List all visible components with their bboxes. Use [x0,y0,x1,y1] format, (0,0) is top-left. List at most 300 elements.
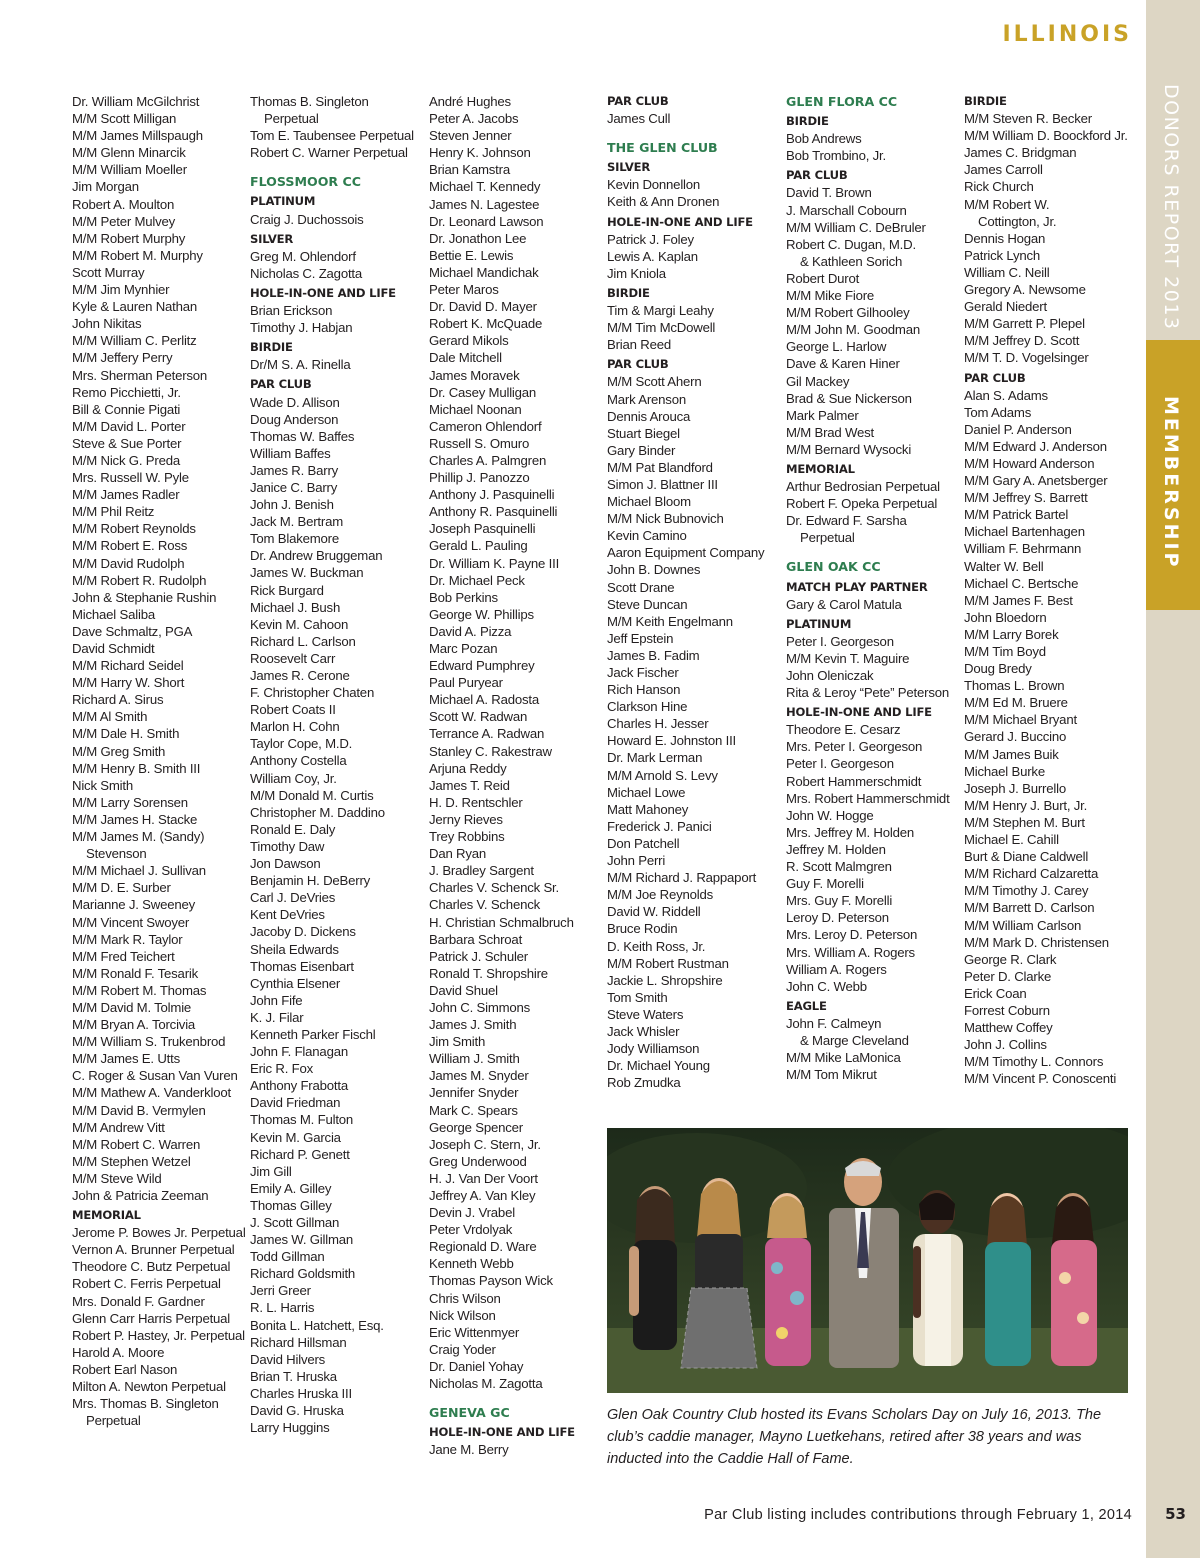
donor-name: M/M Richard J. Rappaport [607,870,757,886]
donor-name: Brian Kamstra [429,162,510,178]
donor-name: M/M Patrick Bartel [964,507,1069,523]
donor-name: M/M Robert Murphy [72,230,186,246]
donor-name: M/M Donald M. Curtis [250,787,374,803]
donor-name: Dr. Michael Peck [429,572,525,588]
donor-name: J. Marschall Cobourn [786,202,907,218]
donor-name: M/M T. D. Vogelsinger [964,350,1089,366]
donor-name: Greg Underwood [429,1153,527,1169]
donor-name: M/M Richard Calzaretta [964,866,1099,882]
club-heading: GENEVA GC [429,1405,510,1421]
donor-name: Perpetual [86,1413,141,1429]
donor-name: Jerny Rieves [429,811,503,827]
donor-name: Gerald Niedert [964,299,1047,315]
donor-name: M/M Greg Smith [72,743,166,759]
donor-name: Robert Coats II [250,702,336,718]
section-tab [1146,340,1200,610]
donor-name: Bill & Connie Pigati [72,401,181,417]
donor-name: M/M Barrett D. Carlson [964,900,1095,916]
donor-name: M/M David Rudolph [72,555,185,571]
donor-name: Dr. Casey Mulligan [429,384,537,400]
donor-name: Thomas M. Fulton [250,1112,354,1128]
donor-name: Nick Wilson [429,1307,496,1323]
donor-name: Thomas L. Brown [964,678,1065,694]
donor-name: Erick Coan [964,985,1027,1001]
donor-name: Richard P. Genett [250,1146,350,1162]
donor-name: Robert C. Dugan, M.D. [786,236,916,252]
donor-name: Russell S. Omuro [429,435,530,451]
donor-name: George L. Harlow [786,339,887,355]
donor-name: Cameron Ohlendorf [429,418,542,434]
donor-name: John F. Flanagan [250,1044,348,1060]
donor-name: James C. Bridgman [964,145,1077,161]
donor-name: Kevin M. Cahoon [250,616,349,632]
donor-name: M/M Tim Boyd [964,644,1046,659]
person-7 [1051,1193,1097,1366]
donor-name: H. D. Rentschler [429,794,523,810]
donor-name: Paul Puryear [429,675,503,691]
donor-name: Peter I. Georgeson [786,756,894,772]
donor-name: Kevin Camino [607,528,687,544]
donor-name: Marianne J. Sweeney [72,897,196,913]
donor-name: Milton A. Newton Perpetual [72,1379,226,1395]
donor-name: Mrs. Thomas B. Singleton [72,1396,219,1412]
tier-heading: SILVER [250,231,294,246]
donor-name: Michael E. Cahill [964,832,1059,848]
donor-name: Jack Fischer [607,665,679,680]
donor-name: Tim & Margi Leahy [607,303,714,319]
donor-name: M/M Stephen M. Burt [964,814,1085,830]
donor-name: Larry Huggins [250,1420,330,1436]
donor-name: Gerard Mikols [429,333,509,349]
donor-name: Peter D. Clarke [964,968,1052,984]
donor-name: M/M Edward J. Anderson [964,438,1107,454]
donor-name: M/M William S. Trukenbrod [72,1034,226,1050]
donor-name: Jerri Greer [250,1283,311,1299]
donor-name: Richard Hillsman [250,1334,347,1350]
donor-name: Steven Jenner [429,128,512,144]
donor-name: Gil Mackey [786,373,850,389]
donor-name: M/M Larry Borek [964,626,1059,642]
donor-name: Mark C. Spears [429,1102,518,1118]
donor-name: M/M Mark R. Taylor [72,931,183,947]
donor-name: Dr. Edward F. Sarsha [786,513,907,529]
donor-name: H. Christian Schmalbruch [429,914,574,930]
donor-name: Trey Robbins [429,829,505,845]
donor-name: Janice C. Barry [250,479,338,495]
donor-name: M/M William C. Perlitz [72,333,197,349]
donor-name: Charles A. Palmgren [429,452,547,468]
donor-name: Vernon A. Brunner Perpetual [72,1242,235,1258]
donor-name: Perpetual [800,530,855,546]
donor-name: Richard Goldsmith [250,1266,356,1282]
donor-name: Phillip J. Panozzo [429,470,530,486]
donor-name: Dr. Mark Lerman [607,750,703,766]
donor-name: M/M Fred Teichert [72,948,175,964]
donor-name: Scott Drane [607,579,675,595]
donor-name: Rick Burgard [250,582,324,598]
tier-heading: SILVER [607,160,651,175]
donor-name: M/M Vincent P. Conoscenti [964,1071,1117,1087]
donor-name: James R. Barry [250,462,339,478]
donor-name: Ronald T. Shropshire [429,965,548,981]
donor-name: M/M Nick Bubnovich [607,511,724,527]
tier-heading: EAGLE [786,998,827,1013]
tier-heading: BIRDIE [964,94,1007,108]
photo-caption: Glen Oak Country Club hosted its Evans Scholars Day on July 16, 2013. The club’s caddie manager, Mayno Luetkehans, retired after 38 years and was inducted into the Caddie Hall of Fame. [607,1407,1102,1467]
donor-name: Howard E. Johnston III [607,733,737,749]
tier-heading: BIRDIE [250,340,293,355]
donor-name: Nick Smith [72,777,134,793]
donor-name: Brad & Sue Nickerson [786,390,912,406]
donor-name: M/M John M. Goodman [786,322,920,338]
tier-heading: HOLE-IN-ONE AND LIFE [429,1425,575,1440]
donor-name: M/M Timothy L. Connors [964,1054,1104,1070]
donor-name: M/M Brad West [786,424,875,440]
donor-name: M/M Robert M. Murphy [72,247,203,263]
donor-column-6 [964,93,1136,1087]
donor-name: M/M Pat Blandford [607,459,713,475]
donor-name: Regionald D. Ware [429,1239,537,1255]
donor-name: Matthew Coffey [964,1020,1053,1036]
donor-name: M/M James E. Utts [72,1051,180,1067]
donor-name: Patrick J. Schuler [429,948,529,964]
club-heading: GLEN FLORA CC [786,94,898,109]
donor-name: Barbara Schroat [429,931,523,947]
donor-name: Dennis Arouca [607,408,691,424]
donor-name: Chris Wilson [429,1290,501,1306]
donor-name: M/M James Buik [964,746,1059,762]
donor-name: Dr. Jonathon Lee [429,230,527,246]
donor-name: Arthur Bedrosian Perpetual [786,479,940,495]
donor-name: Michael Noonan [429,401,522,417]
donor-name: John J. Collins [964,1037,1047,1053]
donor-name: David W. Riddell [607,904,701,920]
donor-name: John Bloedorn [964,609,1047,625]
donor-name: M/M James F. Best [964,592,1073,608]
donor-name: R. Scott Malmgren [786,859,892,875]
donor-name: Anthony Costella [250,753,347,769]
donor-name: M/M Henry B. Smith III [72,760,201,776]
donor-name: Forrest Coburn [964,1002,1050,1018]
club-heading: THE GLEN CLUB [607,140,718,156]
donor-name: James W. Buckman [250,565,364,581]
donor-name: John & Stephanie Rushin [72,589,217,605]
donor-name: James W. Gillman [250,1232,354,1248]
donor-name: M/M William Moeller [72,162,187,178]
page-number: 53 [1165,1505,1186,1523]
donor-name: George R. Clark [964,951,1057,967]
donor-name: M/M William Carlson [964,917,1082,933]
donor-name: Charles Hruska III [250,1385,352,1401]
person-3 [765,1193,811,1366]
donor-name: Robert A. Moulton [72,196,175,212]
donor-name: J. Scott Gillman [250,1215,340,1230]
donor-name: Guy F. Morelli [786,876,864,892]
donor-name: M/M Joe Reynolds [607,887,714,903]
donor-name: M/M Larry Sorensen [72,794,188,810]
donor-name: Jerome P. Bowes Jr. Perpetual [72,1225,246,1241]
donor-name: Daniel P. Anderson [964,421,1072,437]
donor-name: M/M Bernard Wysocki [786,441,912,457]
tier-heading: MEMORIAL [786,461,855,476]
donor-name: James Moravek [429,367,520,383]
donor-name: Lewis A. Kaplan [607,248,698,264]
donor-name: Michael Bloom [607,494,691,510]
donor-name: H. J. Van Der Voort [429,1170,538,1186]
donor-name: Rob Zmudka [607,1075,681,1091]
donor-name: M/M Richard Seidel [72,658,184,674]
donor-name: Dave Schmaltz, PGA [72,623,193,639]
donor-name: M/M Jim Mynhier [72,282,170,298]
donor-name: James N. Lagestee [429,196,540,212]
donor-name: Thomas W. Baffes [250,428,355,444]
donor-name: Robert Hammerschmidt [786,773,922,789]
donor-name: John W. Hogge [786,807,874,823]
donor-name: Jack Whisler [607,1023,680,1039]
donors-report-label: DONORS REPORT 2013 [1160,84,1182,331]
donor-name: Thomas B. Singleton [250,94,369,109]
tier-heading: PLATINUM [786,616,852,631]
donor-name: Leroy D. Peterson [786,910,889,926]
donor-name: Joseph C. Stern, Jr. [429,1136,541,1152]
donor-name: M/M James Millspaugh [72,128,203,144]
donor-name: Sheila Edwards [250,941,339,957]
donor-name: Peter A. Jacobs [429,111,519,127]
donor-name: John & Patricia Zeeman [72,1188,209,1203]
donor-name: Gary Binder [607,442,676,458]
donor-name: James T. Reid [429,777,510,793]
donor-name: Stuart Biegel [607,425,680,441]
donor-name: Mark Palmer [786,407,859,423]
donor-name: Rick Church [964,179,1034,195]
donor-name: Jane M. Berry [429,1442,509,1458]
donor-name: Stanley C. Rakestraw [429,743,552,759]
donor-name: William Coy, Jr. [250,770,337,786]
donor-name: Frederick J. Panici [607,818,712,834]
side-strip [1146,0,1200,1558]
donor-name: Ronald E. Daly [250,821,336,837]
donor-name: M/M Harry W. Short [72,675,185,691]
donor-name: Richard A. Sirus [72,692,164,708]
donor-name: Jon Dawson [250,856,321,872]
tier-heading: PAR CLUB [786,168,848,183]
donor-name: M/M Arnold S. Levy [607,767,718,783]
donor-name: Mrs. Russell W. Pyle [72,470,189,486]
donor-name: Eric Wittenmyer [429,1324,520,1340]
donor-name: M/M David M. Tolmie [72,999,192,1015]
donor-name: Benjamin H. DeBerry [250,873,371,889]
donor-name: David T. Brown [786,185,872,201]
donor-name: & Kathleen Sorich [800,253,903,269]
donor-name: Taylor Cope, M.D. [250,736,353,752]
donor-name: Gregory A. Newsome [964,282,1086,298]
donor-name: M/M Scott Milligan [72,111,177,127]
donor-name: M/M Robert Reynolds [72,521,196,537]
donor-name: William Baffes [250,445,331,461]
donor-name: Keith & Ann Dronen [607,194,720,210]
donor-name: M/M Robert Rustman [607,955,729,971]
donor-name: Jim Gill [250,1163,292,1179]
donor-name: M/M Andrew Vitt [72,1119,165,1135]
donor-name: Jeffrey M. Holden [786,841,886,857]
donor-name: Dr. Leonard Lawson [429,213,544,229]
donor-name: Steve Duncan [607,596,688,612]
tier-heading: PAR CLUB [607,94,669,108]
donor-name: D. Keith Ross, Jr. [607,938,706,954]
donor-name: Robert C. Ferris Perpetual [72,1276,221,1292]
donor-name: Mrs. Robert Hammerschmidt [786,790,950,806]
donor-name: Timothy Daw [250,838,325,854]
donor-name: Burt & Diane Caldwell [964,849,1089,865]
donor-name: M/M Tom Mikrut [786,1067,877,1083]
donor-name: John Perri [607,853,666,869]
donor-name: Gerard J. Buccino [964,729,1067,745]
donor-name: M/M Phil Reitz [72,504,155,520]
donor-name: Anthony J. Pasquinelli [429,487,555,503]
donor-name: Glenn Carr Harris Perpetual [72,1310,231,1326]
donor-name: Jim Morgan [72,179,139,195]
donor-name: Richard L. Carlson [250,633,356,649]
donor-name: Jackie L. Shropshire [607,972,723,988]
donor-name: George Spencer [429,1119,523,1135]
donor-name: Patrick Lynch [964,247,1041,263]
donor-name: Mrs. Jeffrey M. Holden [786,824,915,840]
donor-name: M/M Mathew A. Vanderkloot [72,1085,231,1101]
donor-name: M/M William C. DeBruler [786,219,926,235]
donor-name: John B. Downes [607,562,701,578]
donor-name: M/M Peter Mulvey [72,213,176,229]
donor-name: Kevin M. Garcia [250,1129,341,1145]
donor-name: M/M Bryan A. Torcivia [72,1017,196,1033]
donor-name: Dave & Karen Hiner [786,356,900,372]
donor-name: M/M Jeffery Perry [72,350,173,366]
donor-name: M/M Michael Bryant [964,712,1077,728]
donor-column-3 [429,93,601,1458]
donor-name: M/M Robert R. Rudolph [72,572,207,588]
donor-name: M/M David L. Porter [72,418,186,434]
donor-name: M/M Mark D. Christensen [964,934,1109,950]
donor-name: Aaron Equipment Company [607,545,765,561]
donor-name: Michael Mandichak [429,264,539,280]
donor-name: Eric R. Fox [250,1061,314,1077]
donor-name: M/M Robert E. Ross [72,538,188,554]
donor-name: M/M Scott Ahern [607,374,702,390]
donor-name: Brian Reed [607,337,671,353]
donor-name: Robert C. Warner Perpetual [250,145,408,161]
donor-column-4 [607,93,779,1091]
footer-note: Par Club listing includes contributions through February 1, 2014 [704,1507,1132,1523]
donor-name: Rich Hanson [607,682,681,698]
donor-name: M/M William D. Boockford Jr. [964,128,1128,144]
tier-heading: HOLE-IN-ONE AND LIFE [786,705,932,720]
donor-name: Nicholas C. Zagotta [250,265,363,281]
donor-name: M/M Robert Gilhooley [786,305,910,321]
donor-name: Thomas Gilley [250,1197,332,1213]
donor-name: M/M Al Smith [72,709,148,725]
donor-name: Gary & Carol Matula [786,596,902,612]
donor-name: Mrs. Guy F. Morelli [786,893,893,909]
donor-name: M/M Robert C. Warren [72,1136,201,1152]
donor-name: Kenneth Parker Fischl [250,1026,376,1042]
donor-column-5 [786,93,958,1083]
donor-name: Kyle & Lauren Nathan [72,299,198,315]
donor-name: Patrick J. Foley [607,231,694,247]
side-report-tab [1146,0,1200,340]
donor-name: Steve Waters [607,1006,684,1022]
donor-name: M/M Ed M. Bruere [964,695,1068,711]
donor-name: M/M Jeffrey S. Barrett [964,490,1088,506]
donor-name: Theodore E. Cesarz [786,722,901,738]
person-6 [985,1193,1031,1366]
donor-name: Nicholas M. Zagotta [429,1376,543,1392]
donor-name: M/M Vincent Swoyer [72,914,190,930]
donor-name: Michael A. Radosta [429,692,540,708]
donor-name: John Fife [250,992,303,1008]
donor-name: Jacoby D. Dickens [250,924,356,940]
donor-name: Bob Trombino, Jr. [786,148,886,164]
donor-name: Roosevelt Carr [250,650,336,666]
donor-name: Harold A. Moore [72,1344,165,1360]
donor-name: James M. Snyder [429,1068,529,1084]
donor-name: Jennifer Snyder [429,1085,519,1101]
donor-name: Scott W. Radwan [429,709,528,725]
donor-name: Mrs. Peter I. Georgeson [786,739,923,755]
donor-name: Emily A. Gilley [250,1180,332,1196]
donor-name: Joseph Pasquinelli [429,521,536,537]
donor-name: Anthony R. Pasquinelli [429,504,558,520]
section-label: MEMBERSHIP [1160,396,1182,570]
donor-name: Simon J. Blattner III [607,476,718,492]
donor-name: John Oleniczak [786,668,874,683]
donor-name: Clarkson Hine [607,699,688,715]
donor-name: Jack M. Bertram [250,514,343,530]
donor-name: Devin J. Vrabel [429,1205,515,1221]
donor-name: John F. Calmeyn [786,1015,882,1031]
tier-heading: PAR CLUB [607,357,669,372]
donor-name: Theodore C. Butz Perpetual [72,1259,231,1275]
tier-heading: PLATINUM [250,194,316,209]
donor-column-2 [250,93,422,1436]
donor-name: David Shuel [429,982,498,998]
donor-name: Carl J. DeVries [250,890,336,906]
donor-name: Jeff Epstein [607,630,674,646]
donor-name: M/M Howard Anderson [964,455,1095,471]
donor-name: M/M Robert M. Thomas [72,982,207,998]
donor-name: Dr/M S. A. Rinella [250,357,351,373]
donor-name: Terrance A. Radwan [429,726,545,742]
donor-name: Joseph J. Burrello [964,780,1066,796]
donor-name: Dr. William K. Payne III [429,555,560,571]
donor-name: Mrs. Sherman Peterson [72,367,208,383]
donor-name: Tom Smith [607,989,668,1005]
donor-name: M/M Jeffrey D. Scott [964,333,1080,349]
donor-name: F. Christopher Chaten [250,685,375,701]
donor-name: M/M Steve Wild [72,1170,162,1186]
donor-name: M/M James M. (Sandy) [72,829,205,845]
donor-name: John J. Benish [250,497,334,513]
group-photo [607,1128,1128,1393]
donor-name: Michael Bartenhagen [964,524,1085,540]
donor-name: M/M David B. Vermylen [72,1102,206,1118]
donor-name: Robert Earl Nason [72,1361,178,1377]
club-heading: GLEN OAK CC [786,559,881,575]
donor-name: M/M Keith Engelmann [607,613,733,629]
tier-heading: HOLE-IN-ONE AND LIFE [250,285,396,300]
donor-name: Brian T. Hruska [250,1368,337,1384]
donor-name: Doug Bredy [964,661,1032,677]
donor-name: John C. Webb [786,978,867,994]
donor-name: Mrs. Donald F. Gardner [72,1293,205,1309]
